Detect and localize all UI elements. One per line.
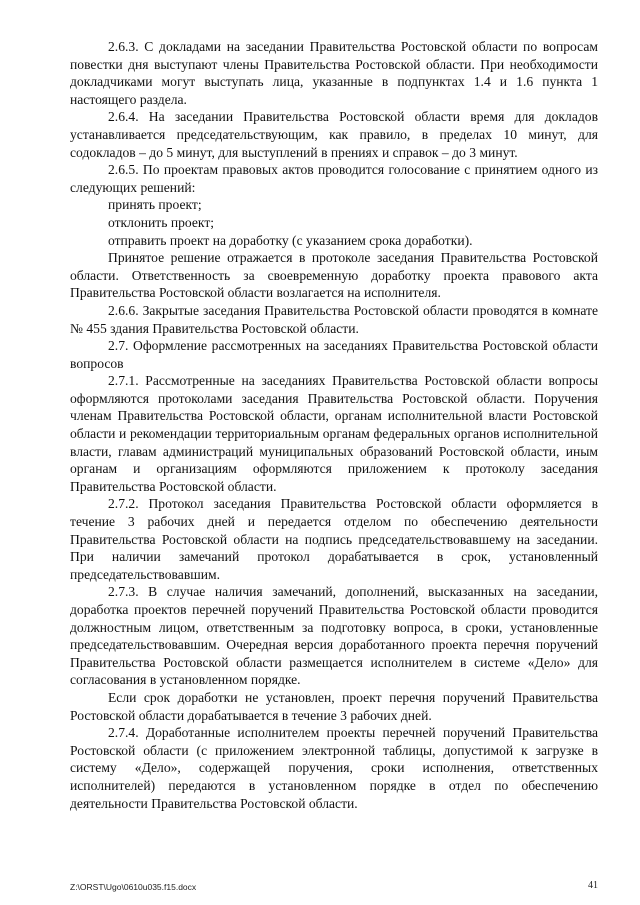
paragraph-2-7-4: 2.7.4. Доработанные исполнителем проекты перечней поручений Правительства Ростовской области (с приложением электронной таблицы, допустимой к загрузке в систему «Дело», содержащей поручения, сроки исполнения, ответственных исполнителей) передаются в установленном порядке в отдел по обеспечению деятельности Правительства Ростовской области. (70, 725, 598, 811)
document-body (70, 38, 598, 812)
decision-option-reject: отклонить проект; (108, 214, 215, 230)
decision-option-rework: отправить проект на доработку (с указанием срока доработки). (108, 232, 473, 248)
page-number: 41 (588, 880, 598, 891)
paragraph-rework-deadline: Если срок доработки не установлен, проект перечня поручений Правительства Ростовской области дорабатывается в течение 3 рабочих дней. (70, 689, 598, 723)
paragraph-2-7-2: 2.7.2. Протокол заседания Правительства Ростовской области оформляется в течение 3 рабочих дней и передается отделом по обеспечению деятельности Правительства Ростовской области на подпись председательствовавшему на заседании. При наличии замечаний протокол дорабатывается в срок, установленный председательствовавшим. (70, 496, 598, 582)
paragraph-decision-record: Принятое решение отражается в протоколе заседания Правительства Ростовской области. Ответственность за своевременную доработку проекта правового акта Правительства Ростовской области возлагается на исполнителя. (70, 250, 598, 301)
paragraph-2-6-4: 2.6.4. На заседании Правительства Ростовской области время для докладов устанавливается председательствующим, как правило, в пределах 10 минут, для содокладов – до 5 минут, для выступлений в прениях и справок – до 3 минут. (70, 109, 598, 160)
footer-file-path: Z:\ORST\Ugo\0610u035.f15.docx (70, 882, 197, 892)
paragraph-2-7-1: 2.7.1. Рассмотренные на заседаниях Правительства Ростовской области вопросы оформляются протоколами заседания Правительства Ростовской области. Поручения членам Правительства Ростовской области, органам исполнительной власти Ростовской области и рекомендации территориальным органам федеральных органов исполнительной власти, главам администраций муниципальных образований Ростовской области, иным органам и организациям оформляются приложением к протоколу заседания Правительства Ростовской области. (70, 373, 598, 494)
section-heading-2-7: 2.7. Оформление рассмотренных на заседаниях Правительства Ростовской области вопросов (70, 338, 598, 371)
paragraph-2-6-3: 2.6.3. С докладами на заседании Правительства Ростовской области по вопросам повестки дня выступают члены Правительства Ростовской области. При необходимости докладчиками могут выступать лица, указанные в подпунктах 1.4 и 1.6 пункта 1 настоящего раздела. (70, 39, 598, 107)
paragraph-2-6-5: 2.6.5. По проектам правовых актов проводится голосование с принятием одного из следующих решений: (70, 162, 598, 195)
decision-option-accept: принять проект; (108, 197, 202, 213)
paragraph-2-7-3: 2.7.3. В случае наличия замечаний, дополнений, высказанных на заседании, доработка проектов перечней поручений Правительства Ростовской области проводится должностным лицом, ответственным за подготовку вопроса, в сроки, установленные председательствовавшим. Очередная версия доработанного проекта перечня поручений Правительства Ростовской области размещается исполнителем в системе «Дело» для согласования в установленном порядке. (70, 584, 598, 688)
paragraph-2-6-6: 2.6.6. Закрытые заседания Правительства Ростовской области проводятся в комнате № 455 здания Правительства Ростовской области. (70, 302, 598, 336)
